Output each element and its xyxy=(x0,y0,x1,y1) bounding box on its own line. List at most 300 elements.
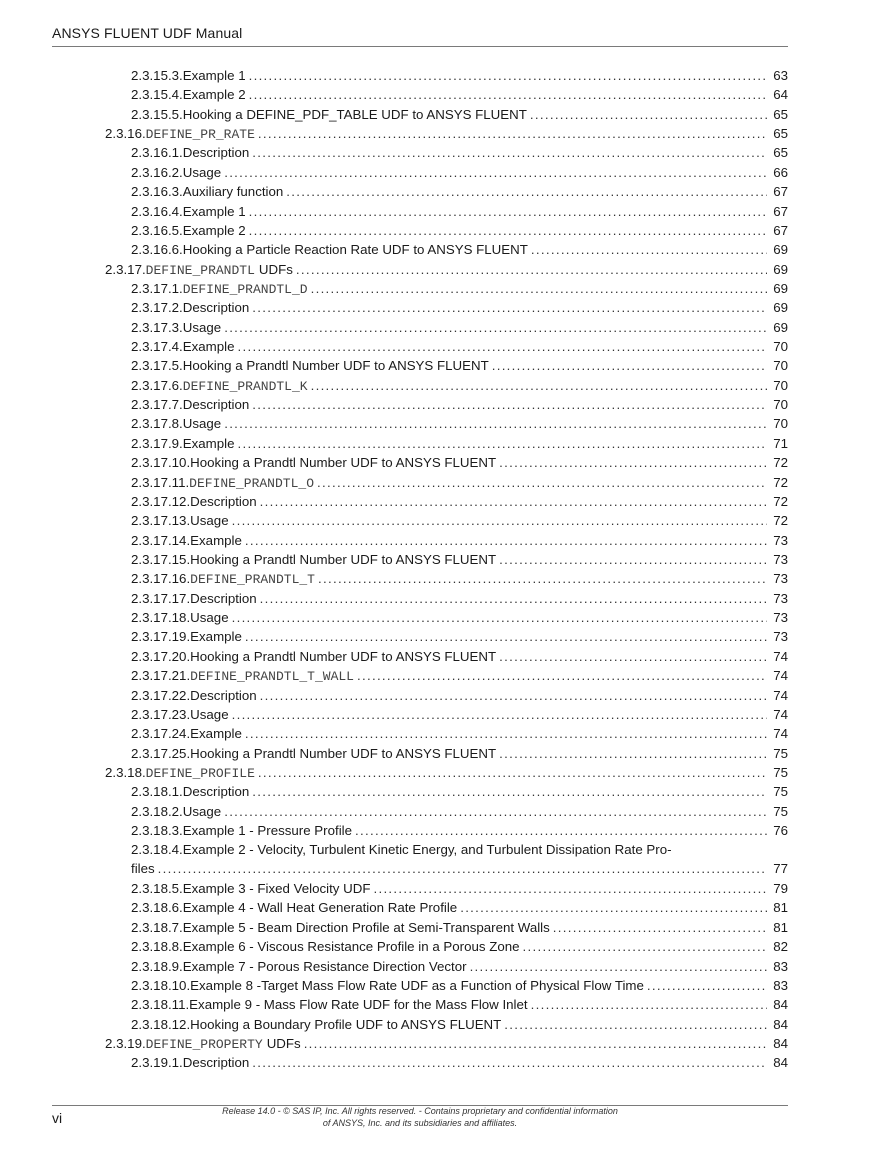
toc-entry-page: 72 xyxy=(773,513,788,529)
toc-entry-title xyxy=(190,492,257,511)
toc-entry-title-text: Example 8 -Target Mass Flow Rate UDF as a Function of Physical Flow Time xyxy=(190,977,644,993)
toc-entry-title xyxy=(183,782,250,801)
toc-entry-title xyxy=(183,434,235,453)
toc-entry-title-text: Example 1 xyxy=(182,203,246,219)
toc-leader-dots xyxy=(260,589,767,608)
toc-entry-number: 2.3.16.6. xyxy=(131,242,183,258)
toc-entry-number: 2.3.17.23. xyxy=(131,706,191,722)
toc-entry[interactable] xyxy=(0,66,893,85)
toc-entry-title-text: Description xyxy=(190,493,257,509)
toc-entry[interactable] xyxy=(0,840,893,879)
toc-entry-title-text: Example 1 - Pressure Profile xyxy=(182,823,352,839)
toc-entry-title-text: Example 5 - Beam Direction Profile at Semi-Transparent Walls xyxy=(182,919,550,935)
toc-entry-title-text: Usage xyxy=(182,319,222,335)
toc-entry-page: 84 xyxy=(773,1055,788,1071)
toc-entry-page: 75 xyxy=(773,745,788,761)
toc-entry[interactable] xyxy=(0,976,893,995)
toc-leader-dots xyxy=(311,279,767,299)
toc-entry[interactable] xyxy=(0,686,893,705)
toc-entry-page: 79 xyxy=(773,881,788,897)
toc-entry-title-text: Usage xyxy=(182,164,222,180)
toc-entry-code: DEFINE_PRANDTL_T xyxy=(190,572,315,588)
toc-entry[interactable] xyxy=(0,356,893,375)
toc-entry-number: 2.3.17.14. xyxy=(131,532,191,548)
toc-entry-number: 2.3.17.7. xyxy=(131,397,183,413)
toc-entry-page: 70 xyxy=(773,416,788,432)
toc-entry-page: 73 xyxy=(773,610,788,626)
toc-entry-page: 74 xyxy=(773,668,788,684)
toc-entry[interactable] xyxy=(0,918,893,937)
toc-leader-dots xyxy=(245,627,767,646)
running-header xyxy=(52,24,788,47)
toc-entry-page: 83 xyxy=(773,977,788,993)
toc-entry-title xyxy=(183,182,284,201)
toc-entry-title xyxy=(190,511,228,530)
toc-entry-page: 83 xyxy=(773,958,788,974)
toc-entry-number: 2.3.17.9. xyxy=(131,435,183,451)
toc-entry-title xyxy=(183,66,246,85)
toc-entry-title-text: Hooking a DEFINE_PDF_TABLE UDF to ANSYS FLUENT xyxy=(182,106,527,122)
toc-entry[interactable] xyxy=(0,937,893,956)
toc-entry[interactable] xyxy=(0,782,893,801)
toc-entry[interactable] xyxy=(0,957,893,976)
toc-leader-dots xyxy=(224,318,767,337)
toc-entry-number: 2.3.17.20. xyxy=(131,648,191,664)
toc-entry-page: 69 xyxy=(773,280,788,296)
toc-entry-code: DEFINE_PROFILE xyxy=(145,765,255,781)
toc-entry-title-text: Usage xyxy=(190,610,229,626)
toc-entry-page: 73 xyxy=(773,590,788,606)
toc-leader-dots xyxy=(504,1015,767,1034)
toc-entry-number: 2.3.17. xyxy=(105,261,146,277)
toc-entry-page: 77 xyxy=(773,861,788,877)
toc-entry-title xyxy=(190,666,354,686)
toc-leader-dots xyxy=(249,85,767,104)
toc-entry-number: 2.3.17.24. xyxy=(131,726,191,742)
toc-leader-dots xyxy=(224,414,767,433)
toc-entry[interactable] xyxy=(0,105,893,124)
toc-entry-title xyxy=(190,744,496,763)
toc-entry-number: 2.3.17.21. xyxy=(131,668,191,684)
toc-entry-page: 82 xyxy=(773,939,788,955)
toc-entry-page: 69 xyxy=(773,319,788,335)
toc-entry-title xyxy=(183,337,235,356)
toc-entry-page: 67 xyxy=(773,184,788,200)
toc-entry-code: DEFINE_PRANDTL_K xyxy=(182,378,308,394)
toc-entry-page: 69 xyxy=(773,261,788,277)
toc-leader-dots xyxy=(311,376,767,396)
toc-entry-title-text: Description xyxy=(182,300,250,316)
toc-entry-number: 2.3.17.25. xyxy=(131,745,191,761)
toc-entry[interactable] xyxy=(0,298,893,317)
toc-entry-title-text: Hooking a Prandtl Number UDF to ANSYS FLUENT xyxy=(190,455,497,471)
toc-entry-title-text: Description xyxy=(190,687,257,703)
toc-entry-page: 66 xyxy=(773,164,788,180)
toc-entry-title xyxy=(183,279,308,299)
toc-entry-number: 2.3.16.4. xyxy=(131,203,183,219)
toc-entry-title xyxy=(189,473,314,493)
toc-entry-title xyxy=(183,85,246,104)
toc-entry-title xyxy=(183,318,221,337)
toc-entry-title xyxy=(183,879,371,898)
toc-entry[interactable] xyxy=(0,318,893,337)
toc-entry-title xyxy=(183,898,457,917)
toc-entry-number: 2.3.17.19. xyxy=(131,629,191,645)
toc-entry[interactable] xyxy=(0,744,893,763)
toc-entry-number: 2.3.18. xyxy=(105,764,146,780)
toc-entry-number: 2.3.17.13. xyxy=(131,513,191,529)
toc-entry[interactable] xyxy=(0,608,893,627)
toc-entry-title-continued: files xyxy=(131,861,155,877)
toc-leader-dots xyxy=(531,995,767,1014)
copyright-line-1: Release 14.0 - © SAS IP, Inc. All rights reserved. - Contains proprietary and confidential information xyxy=(222,1106,618,1116)
toc-entry-title xyxy=(183,918,550,937)
toc-leader-dots xyxy=(647,976,767,995)
toc-entry[interactable] xyxy=(0,260,893,279)
toc-entry-page: 65 xyxy=(773,126,788,142)
toc-leader-dots xyxy=(470,957,767,976)
toc-entry-number: 2.3.18.3. xyxy=(131,823,183,839)
toc-entry[interactable] xyxy=(0,492,893,511)
toc-leader-dots xyxy=(245,724,767,743)
toc-entry-title xyxy=(183,376,308,396)
toc-entry[interactable] xyxy=(0,221,893,240)
toc-entry-page: 73 xyxy=(773,551,788,567)
toc-entry-page: 84 xyxy=(773,1035,788,1051)
toc-leader-dots xyxy=(530,105,767,124)
toc-entry[interactable] xyxy=(0,995,893,1014)
toc-leader-dots xyxy=(286,182,767,201)
toc-entry[interactable] xyxy=(0,821,893,840)
toc-entry-code: DEFINE_PROPERTY xyxy=(145,1036,263,1052)
toc-entry-page: 72 xyxy=(773,455,788,471)
toc-entry-page: 84 xyxy=(773,997,788,1013)
toc-entry-title-text: UDFs xyxy=(266,1035,301,1051)
toc-entry-title-text: Example 7 - Porous Resistance Direction Vector xyxy=(182,958,467,974)
toc-entry-number: 2.3.18.7. xyxy=(131,919,183,935)
toc-entry[interactable] xyxy=(0,279,893,298)
toc-entry-number: 2.3.15.5. xyxy=(131,106,183,122)
toc-leader-dots xyxy=(232,511,767,530)
toc-entry-title xyxy=(146,124,255,144)
toc-entry-page: 63 xyxy=(773,68,788,83)
toc-entry[interactable] xyxy=(0,569,893,588)
toc-entry-page: 76 xyxy=(773,823,788,839)
toc-leader-dots xyxy=(258,763,767,783)
toc-entry-number: 2.3.16.1. xyxy=(131,145,183,161)
toc-entry-number: 2.3.17.8. xyxy=(131,416,183,432)
toc-entry-page: 74 xyxy=(773,648,788,664)
toc-entry-page: 70 xyxy=(773,339,788,355)
toc-entry-page: 74 xyxy=(773,706,788,722)
toc-entry-title-text: Hooking a Prandtl Number UDF to ANSYS FLUENT xyxy=(182,358,489,374)
toc-entry-page: 74 xyxy=(773,726,788,742)
toc-entry-number: 2.3.17.18. xyxy=(131,610,191,626)
toc-entry-title xyxy=(183,163,221,182)
toc-entry-code: DEFINE_PRANDTL_O xyxy=(189,475,314,491)
toc-entry[interactable] xyxy=(0,85,893,104)
toc-entry-title xyxy=(183,298,250,317)
toc-entry-title xyxy=(190,569,315,589)
toc-entry-title-text: Example 9 - Mass Flow Rate UDF for the Mass Flow Inlet xyxy=(189,997,528,1013)
toc-leader-dots xyxy=(260,686,767,705)
toc-entry-number: 2.3.16.2. xyxy=(131,164,183,180)
toc-entry-title-text: Example xyxy=(182,435,235,451)
toc-entry-number: 2.3.17.1. xyxy=(131,280,183,296)
toc-entry-title-text: Example 6 - Viscous Resistance Profile in a Porous Zone xyxy=(182,939,520,955)
toc-entry[interactable] xyxy=(0,434,893,453)
toc-entry-title xyxy=(183,842,672,857)
toc-entry[interactable] xyxy=(0,647,893,666)
toc-entry-title xyxy=(183,957,467,976)
toc-entry-number: 2.3.17.6. xyxy=(131,377,183,393)
toc-entry-page: 73 xyxy=(773,532,788,548)
toc-entry-title xyxy=(190,1015,501,1034)
toc-entry-title xyxy=(190,724,242,743)
toc-entry-number: 2.3.17.22. xyxy=(131,687,191,703)
toc-entry-page: 75 xyxy=(773,803,788,819)
toc-leader-dots xyxy=(252,395,767,414)
toc-entry-number: 2.3.16.3. xyxy=(131,184,183,200)
toc-leader-dots xyxy=(224,802,767,821)
toc-entry[interactable] xyxy=(0,240,893,259)
toc-entry[interactable] xyxy=(0,705,893,724)
toc-entry-title xyxy=(190,976,644,995)
toc-entry-title xyxy=(190,686,257,705)
toc-entry[interactable] xyxy=(0,666,893,685)
toc-entry[interactable] xyxy=(0,124,893,143)
toc-leader-dots xyxy=(355,821,767,840)
toc-entry-title-text: Usage xyxy=(190,706,229,722)
toc-entry-page: 84 xyxy=(773,1016,788,1032)
toc-entry[interactable] xyxy=(0,627,893,646)
toc-leader-dots xyxy=(224,163,767,182)
toc-leader-dots xyxy=(531,240,767,259)
toc-leader-dots xyxy=(238,434,768,453)
page-number: vi xyxy=(52,1110,63,1126)
toc-entry[interactable] xyxy=(0,337,893,356)
toc-entry-title xyxy=(146,1034,301,1054)
toc-entry-title xyxy=(190,453,496,472)
toc-leader-dots xyxy=(252,143,767,162)
toc-leader-dots xyxy=(304,1034,767,1054)
toc-entry[interactable] xyxy=(0,453,893,472)
toc-entry-page: 81 xyxy=(773,919,788,935)
toc-entry-title xyxy=(183,356,489,375)
toc-entry-title-text: Hooking a Prandtl Number UDF to ANSYS FLUENT xyxy=(190,551,497,567)
toc-leader-dots xyxy=(499,550,767,569)
toc-entry-page: 73 xyxy=(773,571,788,587)
toc-entry-title xyxy=(183,395,250,414)
toc-entry-number: 2.3.16.5. xyxy=(131,222,183,238)
toc-entry-page: 75 xyxy=(773,784,788,800)
toc-entry[interactable] xyxy=(0,143,893,162)
toc-entry-title-text: Example xyxy=(190,629,242,645)
toc-entry-title xyxy=(190,705,228,724)
toc-entry-number: 2.3.17.5. xyxy=(131,358,183,374)
toc-entry-title xyxy=(183,937,520,956)
toc-entry[interactable] xyxy=(0,1053,893,1072)
toc-entry[interactable] xyxy=(0,1034,893,1053)
toc-entry-page: 70 xyxy=(773,358,788,374)
toc-leader-dots xyxy=(249,202,767,221)
copyright-line-2: of ANSYS, Inc. and its subsidiaries and affiliates. xyxy=(322,1117,518,1128)
toc-leader-dots xyxy=(499,453,767,472)
toc-leader-dots xyxy=(523,937,767,956)
toc-entry-code: DEFINE_PR_RATE xyxy=(145,127,255,143)
toc-entry-title-text: Example xyxy=(182,339,235,355)
toc-entry[interactable] xyxy=(0,589,893,608)
toc-entry-title-text: Usage xyxy=(182,416,222,432)
toc-entry-page: 73 xyxy=(773,629,788,645)
toc-entry-title xyxy=(189,995,527,1014)
toc-entry[interactable] xyxy=(0,879,893,898)
toc-entry-page: 67 xyxy=(773,222,788,238)
toc-entry-title-text: Description xyxy=(182,145,250,161)
toc-leader-dots xyxy=(553,918,767,937)
toc-entry-number: 2.3.16. xyxy=(105,126,146,142)
toc-entry-title xyxy=(190,647,496,666)
toc-entry-number: 2.3.15.4. xyxy=(131,87,183,103)
toc-entry-number: 2.3.18.1. xyxy=(131,784,183,800)
toc-leader-dots xyxy=(373,879,767,898)
toc-entry-page: 69 xyxy=(773,300,788,316)
toc-entry-title-text: Usage xyxy=(182,803,222,819)
toc-entry-number: 2.3.18.10. xyxy=(131,977,191,993)
toc-entry-number: 2.3.17.3. xyxy=(131,319,183,335)
toc-entry[interactable] xyxy=(0,898,893,917)
toc-entry-page: 65 xyxy=(773,145,788,161)
toc-entry[interactable] xyxy=(0,202,893,221)
toc-entry-page: 75 xyxy=(773,764,788,780)
toc-entry-title xyxy=(183,802,221,821)
toc-entry[interactable] xyxy=(0,182,893,201)
toc-leader-dots xyxy=(249,221,767,240)
toc-leader-dots xyxy=(252,298,767,317)
toc-leader-dots xyxy=(357,666,767,686)
toc-entry-number: 2.3.18.8. xyxy=(131,939,183,955)
toc-entry-title xyxy=(183,1053,250,1072)
toc-leader-dots xyxy=(232,608,767,627)
toc-entry-title xyxy=(190,550,496,569)
toc-entry[interactable] xyxy=(0,724,893,743)
toc-entry-title xyxy=(190,627,242,646)
toc-entry-title-text: Example 4 - Wall Heat Generation Rate Profile xyxy=(182,900,458,916)
toc-entry[interactable] xyxy=(0,414,893,433)
toc-entry[interactable] xyxy=(0,550,893,569)
toc-entry-title xyxy=(183,240,528,259)
toc-entry-number: 2.3.17.2. xyxy=(131,300,183,316)
toc-entry-title xyxy=(183,105,527,124)
toc-entry-number: 2.3.18.6. xyxy=(131,900,183,916)
toc-entry-page: 65 xyxy=(773,106,788,122)
toc-entry[interactable] xyxy=(0,473,893,492)
toc-leader-dots xyxy=(499,744,767,763)
toc-entry-title-text: Description xyxy=(182,397,250,413)
toc-entry[interactable] xyxy=(0,395,893,414)
toc-entry-number: 2.3.17.17. xyxy=(131,590,191,606)
toc-entry-page: 64 xyxy=(773,87,788,103)
toc-entry-title-text: Example 2 xyxy=(182,87,246,103)
toc-leader-dots xyxy=(258,124,767,144)
toc-leader-dots xyxy=(238,337,768,356)
toc-entry-title-text: Hooking a Boundary Profile UDF to ANSYS FLUENT xyxy=(190,1016,502,1032)
toc-entry-title-text: Example xyxy=(190,726,242,742)
toc-entry-number: 2.3.17.16. xyxy=(131,571,191,587)
toc-entry-title-text: Hooking a Prandtl Number UDF to ANSYS FLUENT xyxy=(190,745,497,761)
toc-entry-page: 70 xyxy=(773,377,788,393)
toc-entry-title-text: Description xyxy=(190,590,257,606)
toc-entry-page: 74 xyxy=(773,687,788,703)
page-footer xyxy=(52,1105,788,1136)
toc-entry[interactable] xyxy=(0,763,893,782)
toc-entry-title xyxy=(183,821,352,840)
toc-leader-dots xyxy=(158,859,767,878)
toc-entry-title-text: Hooking a Prandtl Number UDF to ANSYS FLUENT xyxy=(190,648,497,664)
toc-entry-number: 2.3.17.4. xyxy=(131,339,183,355)
toc-entry-title xyxy=(146,260,293,280)
toc-leader-dots xyxy=(492,356,767,375)
toc-entry-title xyxy=(183,143,250,162)
toc-entry-page: 71 xyxy=(773,435,788,451)
toc-entry-title-text: Auxiliary function xyxy=(182,184,284,200)
toc-entry[interactable] xyxy=(0,376,893,395)
toc-entry-title-text: Description xyxy=(182,1055,250,1071)
toc-entry-page: 81 xyxy=(773,900,788,916)
toc-entry-page: 70 xyxy=(773,397,788,413)
toc-entry-number: 2.3.17.10. xyxy=(131,455,191,471)
toc-entry-title xyxy=(146,763,255,783)
toc-entry-number: 2.3.18.9. xyxy=(131,958,183,974)
toc-leader-dots xyxy=(252,782,767,801)
toc-entry-number: 2.3.18.2. xyxy=(131,803,183,819)
toc-entry-title xyxy=(183,202,246,221)
toc-entry-number: 2.3.19.1. xyxy=(131,1055,183,1071)
toc-entry-page: 72 xyxy=(773,474,788,490)
toc-entry-number: 2.3.19. xyxy=(105,1035,146,1051)
toc-entry-title-text: Hooking a Particle Reaction Rate UDF to ANSYS FLUENT xyxy=(182,242,528,258)
toc-entry-title-text: Example 2 xyxy=(182,222,246,238)
toc-entry-title xyxy=(183,221,246,240)
toc-entry[interactable] xyxy=(0,802,893,821)
table-of-contents xyxy=(0,66,893,1073)
toc-entry-title-text: Example 1 xyxy=(182,68,246,83)
toc-leader-dots xyxy=(249,66,767,85)
toc-entry-title xyxy=(190,608,228,627)
toc-entry-page: 72 xyxy=(773,493,788,509)
toc-entry-page: 67 xyxy=(773,203,788,219)
toc-leader-dots xyxy=(252,1053,767,1072)
toc-entry-number: 2.3.18.5. xyxy=(131,881,183,897)
toc-entry-title xyxy=(183,414,221,433)
toc-entry-title-text: Description xyxy=(182,784,250,800)
toc-entry-number: 2.3.17.12. xyxy=(131,493,191,509)
toc-entry-number: 2.3.17.11. xyxy=(131,474,190,490)
toc-entry[interactable] xyxy=(0,1015,893,1034)
toc-entry-title-text: Example 3 - Fixed Velocity UDF xyxy=(182,881,371,897)
toc-leader-dots xyxy=(317,473,767,493)
toc-entry-title xyxy=(190,531,242,550)
toc-entry[interactable] xyxy=(0,163,893,182)
toc-entry-code: DEFINE_PRANDTL_T_WALL xyxy=(190,669,354,685)
toc-entry[interactable] xyxy=(0,511,893,530)
toc-entry-title-text: Example 2 - Velocity, Turbulent Kinetic Energy, and Turbulent Dissipation Rate Pro- xyxy=(182,842,672,858)
toc-entry-code: DEFINE_PRANDTL xyxy=(145,262,255,278)
toc-entry-number: 2.3.18.4. xyxy=(131,842,183,858)
toc-entry-number: 2.3.17.15. xyxy=(131,551,191,567)
toc-entry-page: 69 xyxy=(773,242,788,258)
toc-entry[interactable] xyxy=(0,531,893,550)
